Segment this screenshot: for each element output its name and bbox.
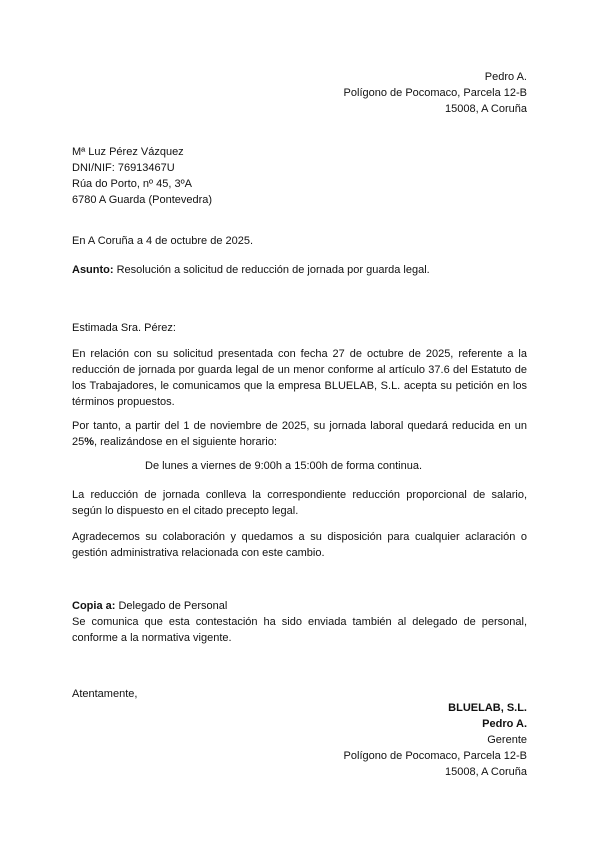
closing: Atentamente, [72,688,138,700]
paragraph-3: La reducción de jornada conlleva la correspondiente reducción proporcional de salario, según lo dispuesto en el citado precepto legal. [72,489,527,517]
subject-line [72,262,527,278]
recipient-city: 6780 A Guarda (Pontevedra) [72,194,213,206]
copy-recipient: Delegado de Personal [118,600,228,612]
paragraph-4: Agradecemos su colaboración y quedamos a su disposición para cualquier aclaración o gestión administrativa relacionada con este cambio. [72,531,527,559]
recipient-name: Mª Luz Pérez Vázquez [72,146,184,158]
sender-name: Pedro A. [484,71,527,83]
copy-heading [72,598,527,614]
greeting: Estimada Sra. Pérez: [72,322,176,334]
paragraph-2 [72,418,527,450]
place-date: En A Coruña a 4 de octubre de 2025. [72,235,254,247]
paragraph-2-before: Por tanto, a partir del 1 de noviembre de 2025, su jornada laboral quedará reducida en un 25 [72,420,527,448]
sender-address-line1: Polígono de Pocomaco, Parcela 12-B [343,87,527,99]
subject-label: Asunto: [72,264,114,276]
signature-name: Pedro A. [482,718,527,730]
paragraph-2-after: , realizándose en el siguiente horario: [94,436,277,448]
schedule-line: De lunes a viernes de 9:00h a 15:00h de forma continua. [145,460,423,472]
signature-address-line1: Polígono de Pocomaco, Parcela 12-B [343,750,527,762]
recipient-street: Rúa do Porto, nº 45, 3ºA [72,178,192,190]
signature-block [72,700,527,780]
recipient-block [72,144,527,208]
copy-text: Se comunica que esta contestación ha sido enviada también al delegado de personal, conforme a la normativa vigente. [72,616,527,644]
paragraph-1: En relación con su solicitud presentada con fecha 27 de octubre de 2025, referente a la reducción de jornada por guarda legal de un menor conforme al artículo 37.6 del Estatuto de los Trabajadores, le comunicamos que la empresa BLUELAB, S.L. acepta su petición en los términos propuestos. [72,348,527,408]
signature-role: Gerente [487,734,527,746]
recipient-id: DNI/NIF: 76913467U [72,162,175,174]
sender-address-line2: 15008, A Coruña [445,103,527,115]
paragraph-2-percent: % [84,436,95,448]
signature-address-line2: 15008, A Coruña [445,766,527,778]
copy-label: Copia a: [72,600,116,612]
sender-block [72,69,527,117]
signature-company: BLUELAB, S.L. [448,702,527,714]
subject-text: Resolución a solicitud de reducción de jornada por guarda legal. [116,264,430,276]
